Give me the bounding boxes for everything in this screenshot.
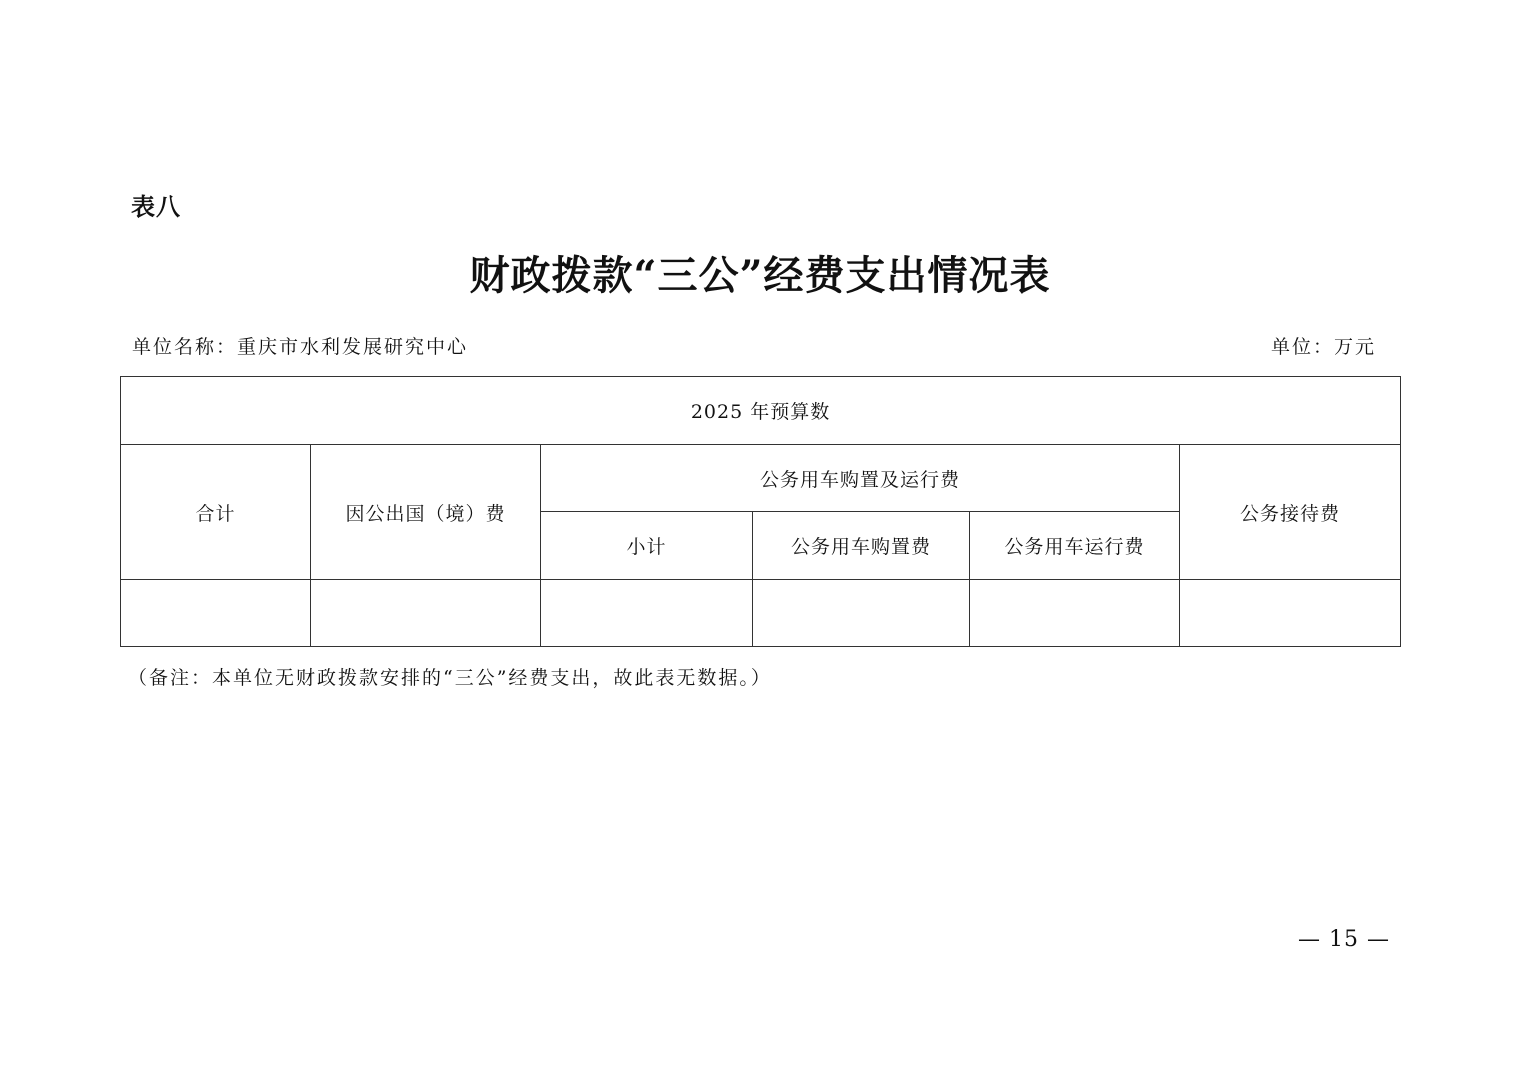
three-public-expenses-table [120, 376, 1401, 647]
header-vehicle-group: 公务用车购置及运行费 [541, 445, 1180, 512]
header-total: 合计 [121, 445, 311, 580]
year-budget-header: 2025 年预算数 [121, 377, 1401, 445]
cell-reception-value [1180, 580, 1401, 647]
table-header-row-categories [121, 445, 1401, 512]
table-header-row-year [121, 377, 1401, 445]
page-number: — 15 — [1298, 927, 1390, 952]
header-vehicle-operation: 公务用车运行费 [970, 512, 1180, 580]
table-row [121, 580, 1401, 647]
unit-of-measure-label: 单位：万元 [1270, 336, 1376, 358]
header-reception-fee: 公务接待费 [1180, 445, 1401, 580]
document-title: 财政拨款“三公”经费支出情况表 [469, 252, 1051, 299]
cell-vehicle-operation-value [970, 580, 1180, 647]
cell-vehicle-purchase-value [753, 580, 970, 647]
header-abroad-fee: 因公出国（境）费 [311, 445, 541, 580]
cell-total-value [121, 580, 311, 647]
table-number-label: 表八 [131, 193, 181, 221]
cell-vehicle-subtotal-value [541, 580, 753, 647]
cell-abroad-value [311, 580, 541, 647]
header-vehicle-purchase: 公务用车购置费 [753, 512, 970, 580]
unit-name-label: 单位名称：重庆市水利发展研究中心 [132, 336, 469, 358]
table-note: （备注：本单位无财政拨款安排的“三公”经费支出，故此表无数据。） [128, 667, 772, 689]
header-vehicle-subtotal: 小计 [541, 512, 753, 580]
